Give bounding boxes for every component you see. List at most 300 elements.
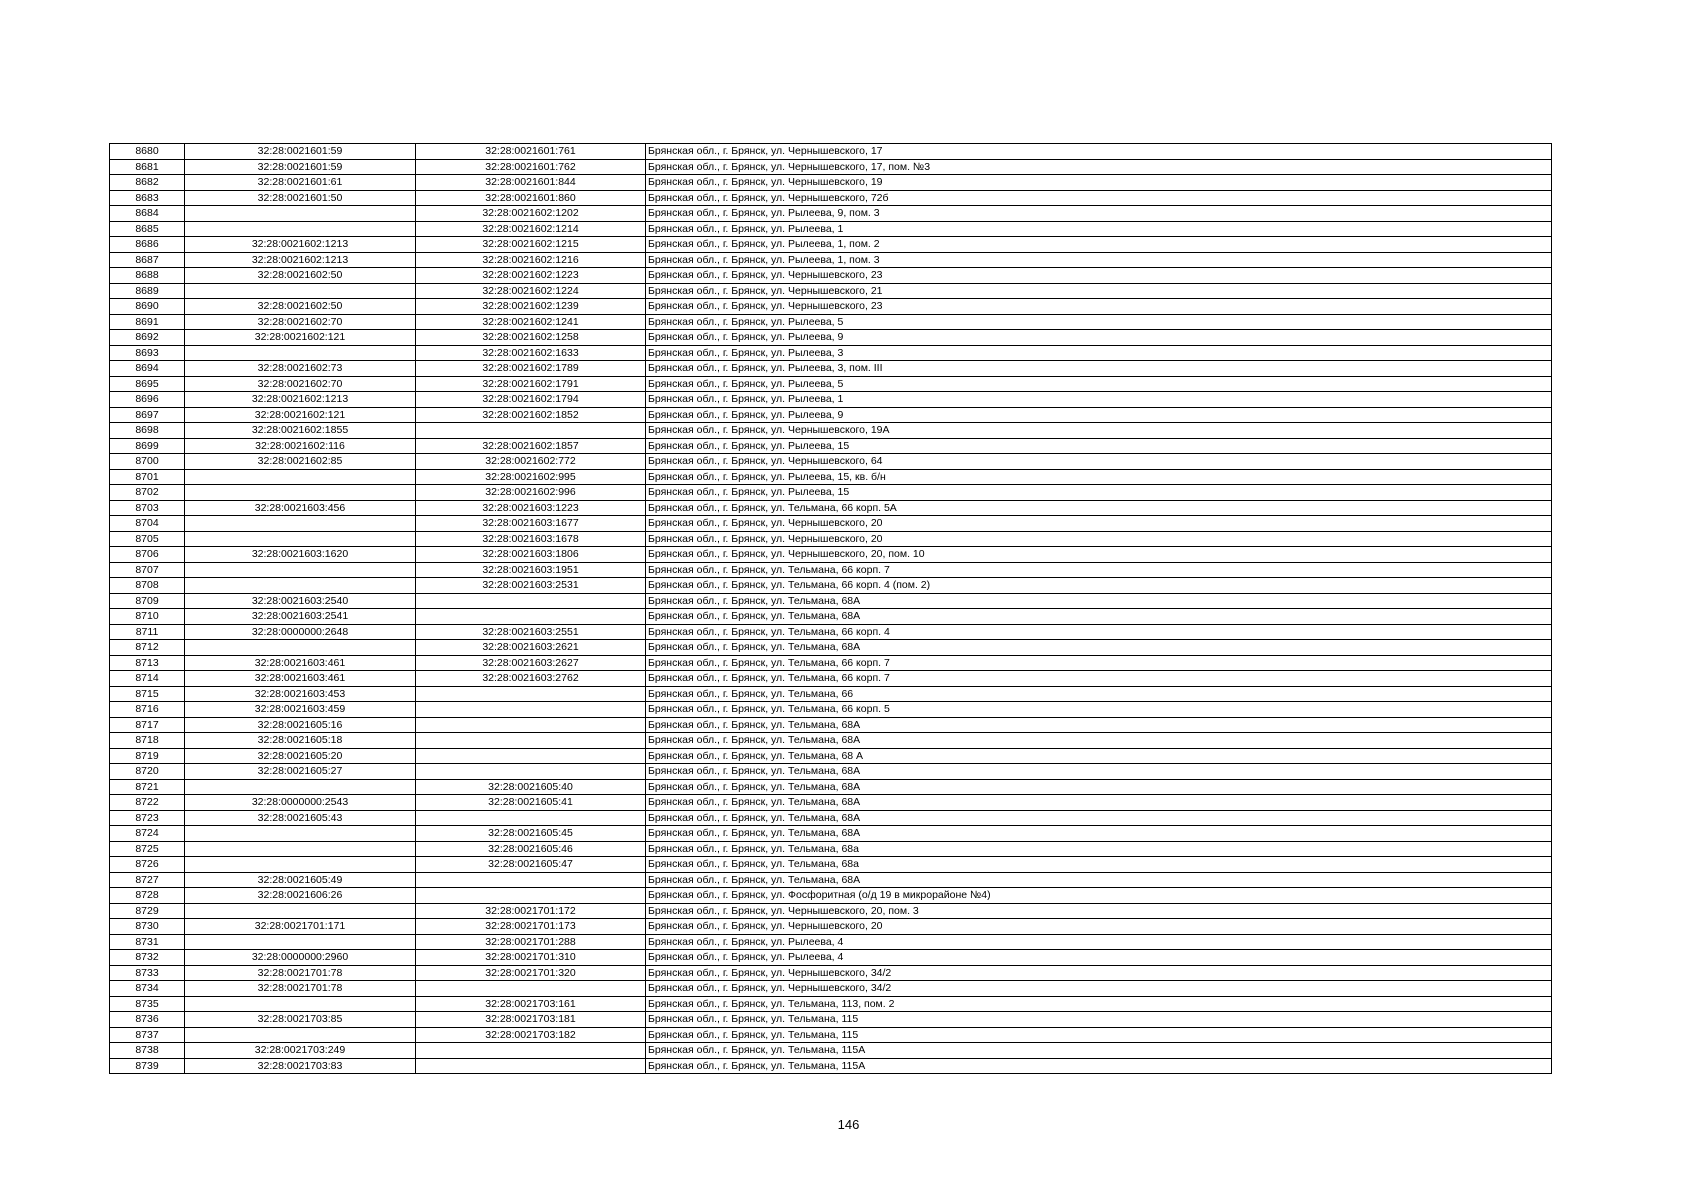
land-cadastral-number-cell: 32:28:0021606:26 [185,888,416,904]
address-cell: Брянская обл., г. Брянск, ул. Тельмана, 115 [646,1027,1552,1043]
table-row [110,144,1552,160]
address-cell: Брянская обл., г. Брянск, ул. Рылеева, 5 [646,314,1552,330]
table-row [110,361,1552,377]
table-row [110,717,1552,733]
table-row [110,857,1552,873]
table-row [110,345,1552,361]
address-cell: Брянская обл., г. Брянск, ул. Тельмана, 66 корп. 5 [646,702,1552,718]
row-number-cell: 8719 [110,748,185,764]
address-cell: Брянская обл., г. Брянск, ул. Рылеева, 1 [646,392,1552,408]
address-cell: Брянская обл., г. Брянск, ул. Тельмана, 68А [646,826,1552,842]
row-number-cell: 8685 [110,221,185,237]
table-row [110,779,1552,795]
table-row [110,500,1552,516]
address-cell: Брянская обл., г. Брянск, ул. Чернышевского, 64 [646,454,1552,470]
row-number-cell: 8681 [110,159,185,175]
row-number-cell: 8709 [110,593,185,609]
address-cell: Брянская обл., г. Брянск, ул. Чернышевского, 19 [646,175,1552,191]
table-row [110,1027,1552,1043]
land-cadastral-number-cell: 32:28:0021602:85 [185,454,416,470]
address-cell: Брянская обл., г. Брянск, ул. Тельмана, 68А [646,872,1552,888]
table-row [110,159,1552,175]
object-cadastral-number-cell: 32:28:0021605:45 [416,826,646,842]
land-cadastral-number-cell: 32:28:0021601:61 [185,175,416,191]
row-number-cell: 8695 [110,376,185,392]
table-row [110,950,1552,966]
table-row [110,283,1552,299]
object-cadastral-number-cell: 32:28:0021603:2531 [416,578,646,594]
object-cadastral-number-cell: 32:28:0021601:762 [416,159,646,175]
object-cadastral-number-cell [416,717,646,733]
address-cell: Брянская обл., г. Брянск, ул. Чернышевского, 20 [646,531,1552,547]
object-cadastral-number-cell: 32:28:0021602:1215 [416,237,646,253]
address-cell: Брянская обл., г. Брянск, ул. Фосфоритная (о/д 19 в микрорайоне №4) [646,888,1552,904]
row-number-cell: 8722 [110,795,185,811]
table-row [110,841,1552,857]
object-cadastral-number-cell: 32:28:0021602:1633 [416,345,646,361]
table-row [110,407,1552,423]
land-cadastral-number-cell [185,934,416,950]
address-cell: Брянская обл., г. Брянск, ул. Чернышевского, 20 [646,516,1552,532]
land-cadastral-number-cell: 32:28:0021602:121 [185,407,416,423]
land-cadastral-number-cell: 32:28:0021602:1213 [185,252,416,268]
table-row [110,190,1552,206]
land-cadastral-number-cell: 32:28:0021602:1855 [185,423,416,439]
object-cadastral-number-cell: 32:28:0021602:995 [416,469,646,485]
address-cell: Брянская обл., г. Брянск, ул. Рылеева, 4 [646,950,1552,966]
row-number-cell: 8688 [110,268,185,284]
row-number-cell: 8686 [110,237,185,253]
row-number-cell: 8711 [110,624,185,640]
object-cadastral-number-cell: 32:28:0021603:1678 [416,531,646,547]
row-number-cell: 8734 [110,981,185,997]
row-number-cell: 8684 [110,206,185,222]
object-cadastral-number-cell: 32:28:0021602:772 [416,454,646,470]
address-cell: Брянская обл., г. Брянск, ул. Чернышевского, 20 [646,919,1552,935]
table-row [110,206,1552,222]
table-row [110,438,1552,454]
land-cadastral-number-cell [185,562,416,578]
address-cell: Брянская обл., г. Брянск, ул. Тельмана, 68а [646,857,1552,873]
address-cell: Брянская обл., г. Брянск, ул. Тельмана, 68А [646,593,1552,609]
row-number-cell: 8718 [110,733,185,749]
address-cell: Брянская обл., г. Брянск, ул. Тельмана, 66 корп. 7 [646,562,1552,578]
address-cell: Брянская обл., г. Брянск, ул. Рылеева, 15, кв. б/н [646,469,1552,485]
table-row [110,702,1552,718]
object-cadastral-number-cell: 32:28:0021601:761 [416,144,646,160]
row-number-cell: 8710 [110,609,185,625]
land-cadastral-number-cell: 32:28:0000000:2543 [185,795,416,811]
address-cell: Брянская обл., г. Брянск, ул. Рылеева, 5 [646,376,1552,392]
table-row [110,888,1552,904]
table-row [110,671,1552,687]
table-row [110,1012,1552,1028]
object-cadastral-number-cell: 32:28:0021602:1223 [416,268,646,284]
land-cadastral-number-cell: 32:28:0021605:43 [185,810,416,826]
object-cadastral-number-cell [416,810,646,826]
object-cadastral-number-cell: 32:28:0021603:1223 [416,500,646,516]
table-row [110,221,1552,237]
table-row [110,919,1552,935]
land-cadastral-number-cell: 32:28:0021603:459 [185,702,416,718]
object-cadastral-number-cell [416,702,646,718]
object-cadastral-number-cell [416,423,646,439]
row-number-cell: 8705 [110,531,185,547]
row-number-cell: 8696 [110,392,185,408]
table-row [110,795,1552,811]
address-cell: Брянская обл., г. Брянск, ул. Тельмана, 66 корп. 4 [646,624,1552,640]
land-cadastral-number-cell: 32:28:0021701:78 [185,981,416,997]
address-cell: Брянская обл., г. Брянск, ул. Рылеева, 9 [646,330,1552,346]
table-row [110,733,1552,749]
row-number-cell: 8712 [110,640,185,656]
row-number-cell: 8700 [110,454,185,470]
table-row [110,175,1552,191]
land-cadastral-number-cell [185,857,416,873]
table-row [110,655,1552,671]
row-number-cell: 8717 [110,717,185,733]
address-cell: Брянская обл., г. Брянск, ул. Тельмана, 66 корп. 7 [646,671,1552,687]
address-cell: Брянская обл., г. Брянск, ул. Тельмана, 68А [646,717,1552,733]
row-number-cell: 8732 [110,950,185,966]
object-cadastral-number-cell: 32:28:0021603:2627 [416,655,646,671]
table-row [110,593,1552,609]
address-cell: Брянская обл., г. Брянск, ул. Рылеева, 3 [646,345,1552,361]
object-cadastral-number-cell: 32:28:0021602:1791 [416,376,646,392]
land-cadastral-number-cell [185,531,416,547]
land-cadastral-number-cell [185,779,416,795]
row-number-cell: 8708 [110,578,185,594]
address-cell: Брянская обл., г. Брянск, ул. Рылеева, 9, пом. 3 [646,206,1552,222]
address-cell: Брянская обл., г. Брянск, ул. Тельмана, 115А [646,1043,1552,1059]
object-cadastral-number-cell: 32:28:0021701:320 [416,965,646,981]
object-cadastral-number-cell [416,888,646,904]
land-cadastral-number-cell [185,996,416,1012]
row-number-cell: 8729 [110,903,185,919]
object-cadastral-number-cell: 32:28:0021703:181 [416,1012,646,1028]
row-number-cell: 8727 [110,872,185,888]
row-number-cell: 8698 [110,423,185,439]
land-cadastral-number-cell: 32:28:0021602:50 [185,299,416,315]
table-row [110,903,1552,919]
object-cadastral-number-cell: 32:28:0021603:1951 [416,562,646,578]
row-number-cell: 8714 [110,671,185,687]
table-row [110,965,1552,981]
object-cadastral-number-cell: 32:28:0021602:1794 [416,392,646,408]
land-cadastral-number-cell [185,1027,416,1043]
row-number-cell: 8715 [110,686,185,702]
object-cadastral-number-cell: 32:28:0021602:1224 [416,283,646,299]
row-number-cell: 8739 [110,1058,185,1074]
row-number-cell: 8721 [110,779,185,795]
land-cadastral-number-cell [185,221,416,237]
row-number-cell: 8689 [110,283,185,299]
table-row [110,934,1552,950]
row-number-cell: 8724 [110,826,185,842]
object-cadastral-number-cell: 32:28:0021603:2551 [416,624,646,640]
land-cadastral-number-cell: 32:28:0021605:20 [185,748,416,764]
table-row [110,485,1552,501]
object-cadastral-number-cell [416,981,646,997]
table-row [110,531,1552,547]
land-cadastral-number-cell: 32:28:0021601:59 [185,144,416,160]
table-row [110,624,1552,640]
land-cadastral-number-cell: 32:28:0021602:1213 [185,392,416,408]
address-cell: Брянская обл., г. Брянск, ул. Чернышевского, 21 [646,283,1552,299]
object-cadastral-number-cell [416,686,646,702]
land-cadastral-number-cell: 32:28:0021603:456 [185,500,416,516]
table-row [110,330,1552,346]
object-cadastral-number-cell [416,1043,646,1059]
address-cell: Брянская обл., г. Брянск, ул. Тельмана, 68А [646,795,1552,811]
address-cell: Брянская обл., г. Брянск, ул. Тельмана, 66 [646,686,1552,702]
land-cadastral-number-cell: 32:28:0021603:2540 [185,593,416,609]
table-row [110,314,1552,330]
land-cadastral-number-cell [185,826,416,842]
land-cadastral-number-cell: 32:28:0021601:50 [185,190,416,206]
address-cell: Брянская обл., г. Брянск, ул. Чернышевского, 72б [646,190,1552,206]
table-row [110,872,1552,888]
land-cadastral-number-cell: 32:28:0021605:49 [185,872,416,888]
land-cadastral-number-cell: 32:28:0021701:78 [185,965,416,981]
object-cadastral-number-cell: 32:28:0021703:182 [416,1027,646,1043]
row-number-cell: 8725 [110,841,185,857]
land-cadastral-number-cell: 32:28:0000000:2960 [185,950,416,966]
table-row [110,268,1552,284]
table-row [110,764,1552,780]
address-cell: Брянская обл., г. Брянск, ул. Чернышевского, 17, пом. №3 [646,159,1552,175]
table-row [110,810,1552,826]
object-cadastral-number-cell: 32:28:0021605:47 [416,857,646,873]
object-cadastral-number-cell: 32:28:0021602:1216 [416,252,646,268]
land-cadastral-number-cell: 32:28:0021602:121 [185,330,416,346]
land-cadastral-number-cell: 32:28:0021703:249 [185,1043,416,1059]
address-cell: Брянская обл., г. Брянск, ул. Тельмана, 68А [646,640,1552,656]
address-cell: Брянская обл., г. Брянск, ул. Тельмана, 68А [646,609,1552,625]
object-cadastral-number-cell: 32:28:0021701:172 [416,903,646,919]
address-cell: Брянская обл., г. Брянск, ул. Рылеева, 1, пом. 3 [646,252,1552,268]
row-number-cell: 8687 [110,252,185,268]
address-cell: Брянская обл., г. Брянск, ул. Чернышевского, 23 [646,299,1552,315]
land-cadastral-number-cell: 32:28:0021603:453 [185,686,416,702]
object-cadastral-number-cell: 32:28:0021605:40 [416,779,646,795]
page-number: 146 [837,1117,860,1132]
table-row [110,1043,1552,1059]
row-number-cell: 8690 [110,299,185,315]
address-cell: Брянская обл., г. Брянск, ул. Чернышевского, 17 [646,144,1552,160]
address-cell: Брянская обл., г. Брянск, ул. Чернышевского, 19А [646,423,1552,439]
land-cadastral-number-cell: 32:28:0021703:85 [185,1012,416,1028]
land-cadastral-number-cell: 32:28:0021602:116 [185,438,416,454]
object-cadastral-number-cell [416,872,646,888]
row-number-cell: 8683 [110,190,185,206]
land-cadastral-number-cell [185,469,416,485]
table-row [110,609,1552,625]
row-number-cell: 8735 [110,996,185,1012]
land-cadastral-number-cell: 32:28:0021701:171 [185,919,416,935]
address-cell: Брянская обл., г. Брянск, ул. Рылеева, 1, пом. 2 [646,237,1552,253]
land-cadastral-number-cell: 32:28:0021602:50 [185,268,416,284]
land-cadastral-number-cell: 32:28:0021605:18 [185,733,416,749]
table-row [110,252,1552,268]
object-cadastral-number-cell: 32:28:0021703:161 [416,996,646,1012]
table-row [110,640,1552,656]
land-cadastral-number-cell: 32:28:0021603:461 [185,671,416,687]
land-cadastral-number-cell [185,903,416,919]
table-row [110,578,1552,594]
row-number-cell: 8733 [110,965,185,981]
object-cadastral-number-cell: 32:28:0021602:1241 [416,314,646,330]
row-number-cell: 8731 [110,934,185,950]
land-cadastral-number-cell [185,640,416,656]
address-cell: Брянская обл., г. Брянск, ул. Рылеева, 9 [646,407,1552,423]
object-cadastral-number-cell [416,1058,646,1074]
address-cell: Брянская обл., г. Брянск, ул. Тельмана, 66 корп. 7 [646,655,1552,671]
table-row [110,547,1552,563]
table-row [110,516,1552,532]
row-number-cell: 8736 [110,1012,185,1028]
object-cadastral-number-cell [416,748,646,764]
object-cadastral-number-cell: 32:28:0021603:2621 [416,640,646,656]
object-cadastral-number-cell: 32:28:0021603:1677 [416,516,646,532]
row-number-cell: 8706 [110,547,185,563]
object-cadastral-number-cell: 32:28:0021602:1789 [416,361,646,377]
land-cadastral-number-cell [185,206,416,222]
land-cadastral-number-cell: 32:28:0021602:1213 [185,237,416,253]
address-cell: Брянская обл., г. Брянск, ул. Чернышевского, 34/2 [646,965,1552,981]
land-cadastral-number-cell: 32:28:0021603:461 [185,655,416,671]
object-cadastral-number-cell: 32:28:0021602:1214 [416,221,646,237]
row-number-cell: 8682 [110,175,185,191]
land-cadastral-number-cell: 32:28:0021605:27 [185,764,416,780]
row-number-cell: 8707 [110,562,185,578]
object-cadastral-number-cell: 32:28:0021602:996 [416,485,646,501]
row-number-cell: 8737 [110,1027,185,1043]
table-row [110,562,1552,578]
object-cadastral-number-cell: 32:28:0021605:41 [416,795,646,811]
land-cadastral-number-cell: 32:28:0021602:70 [185,376,416,392]
address-cell: Брянская обл., г. Брянск, ул. Рылеева, 3, пом. III [646,361,1552,377]
table-row [110,996,1552,1012]
object-cadastral-number-cell: 32:28:0021602:1852 [416,407,646,423]
object-cadastral-number-cell: 32:28:0021602:1258 [416,330,646,346]
object-cadastral-number-cell [416,733,646,749]
object-cadastral-number-cell [416,593,646,609]
table-row [110,423,1552,439]
object-cadastral-number-cell: 32:28:0021605:46 [416,841,646,857]
address-cell: Брянская обл., г. Брянск, ул. Тельмана, 66 корп. 5А [646,500,1552,516]
address-cell: Брянская обл., г. Брянск, ул. Рылеева, 15 [646,438,1552,454]
address-cell: Брянская обл., г. Брянск, ул. Тельмана, 68а [646,841,1552,857]
object-cadastral-number-cell: 32:28:0021602:1239 [416,299,646,315]
address-cell: Брянская обл., г. Брянск, ул. Тельмана, 68 А [646,748,1552,764]
object-cadastral-number-cell: 32:28:0021601:860 [416,190,646,206]
land-cadastral-number-cell [185,578,416,594]
land-cadastral-number-cell [185,841,416,857]
object-cadastral-number-cell [416,764,646,780]
row-number-cell: 8713 [110,655,185,671]
object-cadastral-number-cell: 32:28:0021701:288 [416,934,646,950]
address-cell: Брянская обл., г. Брянск, ул. Тельмана, 113, пом. 2 [646,996,1552,1012]
table-row [110,748,1552,764]
row-number-cell: 8692 [110,330,185,346]
table-row [110,469,1552,485]
object-cadastral-number-cell: 32:28:0021701:173 [416,919,646,935]
object-cadastral-number-cell: 32:28:0021701:310 [416,950,646,966]
object-cadastral-number-cell: 32:28:0021602:1202 [416,206,646,222]
object-cadastral-number-cell: 32:28:0021602:1857 [416,438,646,454]
table-row [110,237,1552,253]
land-cadastral-number-cell: 32:28:0021603:2541 [185,609,416,625]
address-cell: Брянская обл., г. Брянск, ул. Чернышевского, 20, пом. 3 [646,903,1552,919]
address-cell: Брянская обл., г. Брянск, ул. Рылеева, 1 [646,221,1552,237]
table-row [110,981,1552,997]
row-number-cell: 8703 [110,500,185,516]
address-cell: Брянская обл., г. Брянск, ул. Тельмана, 68А [646,810,1552,826]
land-cadastral-number-cell [185,485,416,501]
address-cell: Брянская обл., г. Брянск, ул. Чернышевского, 34/2 [646,981,1552,997]
land-cadastral-number-cell: 32:28:0021605:16 [185,717,416,733]
table-row [110,686,1552,702]
address-cell: Брянская обл., г. Брянск, ул. Тельмана, 68А [646,733,1552,749]
row-number-cell: 8716 [110,702,185,718]
row-number-cell: 8720 [110,764,185,780]
table-row [110,392,1552,408]
table-row [110,1058,1552,1074]
row-number-cell: 8728 [110,888,185,904]
row-number-cell: 8704 [110,516,185,532]
land-cadastral-number-cell: 32:28:0021703:83 [185,1058,416,1074]
address-cell: Брянская обл., г. Брянск, ул. Рылеева, 4 [646,934,1552,950]
land-cadastral-number-cell [185,516,416,532]
land-cadastral-number-cell: 32:28:0021602:70 [185,314,416,330]
address-cell: Брянская обл., г. Брянск, ул. Чернышевского, 20, пом. 10 [646,547,1552,563]
row-number-cell: 8726 [110,857,185,873]
row-number-cell: 8691 [110,314,185,330]
row-number-cell: 8693 [110,345,185,361]
object-cadastral-number-cell: 32:28:0021603:1806 [416,547,646,563]
address-cell: Брянская обл., г. Брянск, ул. Тельмана, 115А [646,1058,1552,1074]
row-number-cell: 8701 [110,469,185,485]
row-number-cell: 8697 [110,407,185,423]
address-cell: Брянская обл., г. Брянск, ул. Рылеева, 15 [646,485,1552,501]
address-cell: Брянская обл., г. Брянск, ул. Тельмана, 115 [646,1012,1552,1028]
land-cadastral-number-cell: 32:28:0021603:1620 [185,547,416,563]
row-number-cell: 8730 [110,919,185,935]
land-cadastral-number-cell: 32:28:0021601:59 [185,159,416,175]
row-number-cell: 8723 [110,810,185,826]
table-row [110,376,1552,392]
row-number-cell: 8680 [110,144,185,160]
land-cadastral-number-cell: 32:28:0000000:2648 [185,624,416,640]
table-row [110,826,1552,842]
row-number-cell: 8694 [110,361,185,377]
table-row [110,299,1552,315]
row-number-cell: 8699 [110,438,185,454]
address-cell: Брянская обл., г. Брянск, ул. Чернышевского, 23 [646,268,1552,284]
land-cadastral-number-cell [185,283,416,299]
object-cadastral-number-cell: 32:28:0021603:2762 [416,671,646,687]
registry-table [109,143,1552,1074]
row-number-cell: 8702 [110,485,185,501]
address-cell: Брянская обл., г. Брянск, ул. Тельмана, 66 корп. 4 (пом. 2) [646,578,1552,594]
object-cadastral-number-cell: 32:28:0021601:844 [416,175,646,191]
table-row [110,454,1552,470]
land-cadastral-number-cell: 32:28:0021602:73 [185,361,416,377]
registry-table-body [110,144,1552,1074]
address-cell: Брянская обл., г. Брянск, ул. Тельмана, 68А [646,779,1552,795]
object-cadastral-number-cell [416,609,646,625]
